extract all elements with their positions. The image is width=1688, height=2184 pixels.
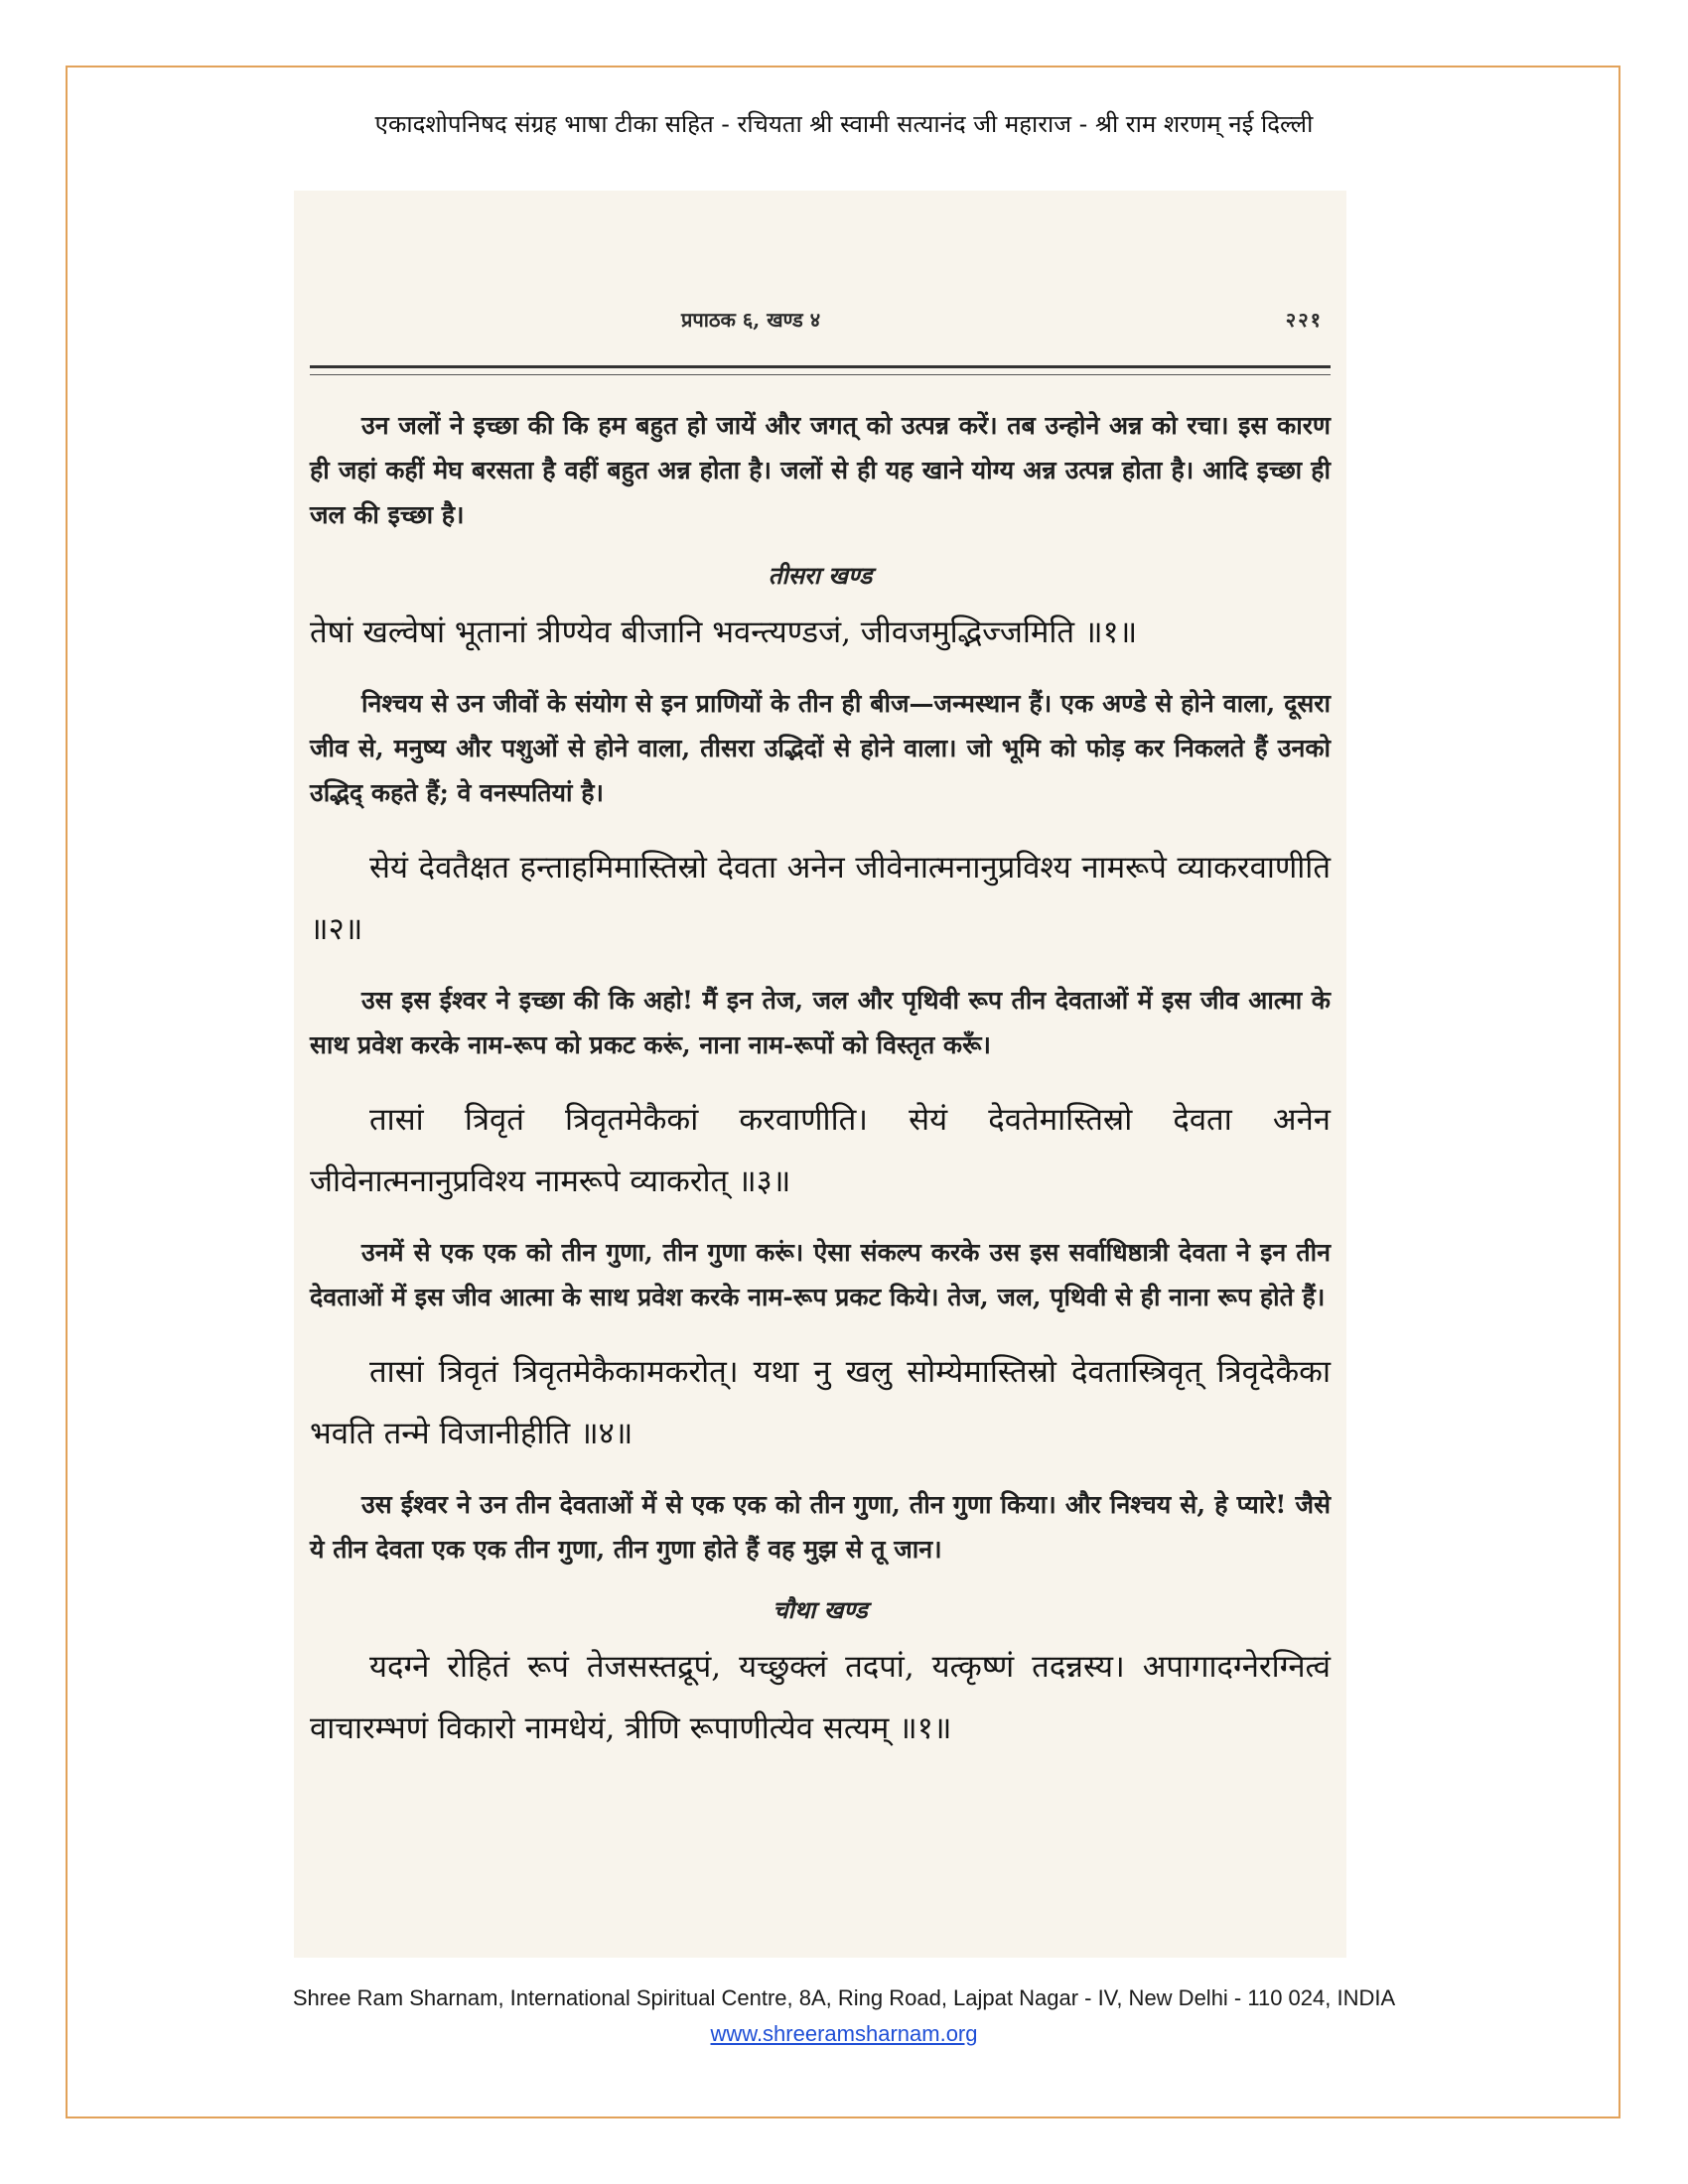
section-heading: चौथा खण्ड — [773, 1595, 868, 1624]
commentary-paragraph: उस इस ईश्वर ने इच्छा की कि अहो! मैं इन तेज, जल और पृथिवी रूप तीन देवताओं में इस जीव आत्मा के साथ प्रवेश करके नाम-रूप को प्रकट करूं, नाना नाम-रूपों को विस्तृत करूँ। — [310, 986, 1331, 1059]
sanskrit-verse: यदग्ने रोहितं रूपं तेजसस्तद्रूपं, यच्छुक्लं तदपां, यत्कृष्णं तदन्नस्य। अपागादग्नेरग्नित्वं वाचारम्भणं विकारो नामधेयं, त्रीणि रूपाणीत्येव सत्यम् ॥१॥ — [310, 1649, 1331, 1746]
page-body — [310, 403, 1331, 1777]
document-header: एकादशोपनिषद संग्रह भाषा टीका सहित - रचियता श्री स्वामी सत्यानंद जी महाराज - श्री राम शरणम् नई दिल्ली — [374, 110, 1314, 138]
commentary-paragraph: उनमें से एक एक को तीन गुणा, तीन गुणा करूं। ऐसा संकल्प करके उस इस सर्वाधिष्ठात्री देवता ने इन तीन देवताओं में इस जीव आत्मा के साथ प्रवेश करके नाम-रूप प्रकट किये। तेज, जल, पृथिवी से ही नाना रूप होते हैं। — [310, 1238, 1331, 1311]
commentary-paragraph: निश्चय से उन जीवों के संयोग से इन प्राणियों के तीन ही बीज—जन्मस्थान हैं। एक अण्डे से होने वाला, दूसरा जीव से, मनुष्य और पशुओं से होने वाला, तीसरा उद्भिदों से होने वाला। जो भूमि को फोड़ कर निकलते हैं उनको उद्भिद् कहते हैं; वे वनस्पतियां है। — [310, 689, 1331, 807]
header-rule-thin — [310, 374, 1331, 375]
commentary-paragraph: उस ईश्वर ने उन तीन देवताओं में से एक एक को तीन गुणा, तीन गुणा किया। और निश्चय से, हे प्यारे! जैसे ये तीन देवता एक एक तीन गुणा, तीन गुणा होते हैं वह मुझ से तू जान। — [310, 1490, 1331, 1564]
running-head — [294, 306, 1346, 336]
commentary-paragraph: उन जलों ने इच्छा की कि हम बहुत हो जायें और जगत् को उत्पन्न करें। तब उन्होने अन्न को रचा। इस कारण ही जहां कहीं मेघ बरसता है वहीं बहुत अन्न होता है। जलों से ही यह खाने योग्य अन्न उत्पन्न होता है। आदि इच्छा ही जल की इच्छा है। — [310, 411, 1331, 529]
sanskrit-verse: सेयं देवतैक्षत हन्ताहमिमास्तिस्रो देवता अनेन जीवेनात्मनानुप्रविश्य नामरूपे व्याकरवाणीति ॥२॥ — [310, 850, 1331, 947]
header-rule — [310, 365, 1331, 368]
sanskrit-verse: तासां त्रिवृतं त्रिवृतमेकैकां करवाणीति। सेयं देवतेमास्तिस्रो देवता अनेन जीवेनात्मनानुप्रविश्य नामरूपे व्याकरोत् ॥३॥ — [310, 1102, 1331, 1199]
running-title: प्रपाठक ६, खण्ड ४ — [681, 308, 821, 332]
website-link[interactable]: www.shreeramsharnam.org — [710, 2021, 978, 2046]
section-heading: तीसरा खण्ड — [768, 561, 873, 590]
sanskrit-verse: तेषां खल्वेषां भूतानां त्रीण्येव बीजानि भवन्त्यण्डजं, जीवजमुद्भिज्जमिति ॥१॥ — [310, 614, 1138, 650]
footer-address: Shree Ram Sharnam, International Spiritual Centre, 8A, Ring Road, Lajpat Nagar - IV, New Delhi - 110 024, INDIA — [292, 1985, 1396, 2010]
sanskrit-verse: तासां त्रिवृतं त्रिवृतमेकैकामकरोत्। यथा नु खलु सोम्येमास्तिस्रो देवतास्त्रिवृत् त्रिवृदेकैका भवति तन्मे विजानीहीति ॥४॥ — [310, 1354, 1331, 1451]
scanned-book-page — [294, 191, 1346, 1958]
page-number: २२१ — [1285, 308, 1323, 332]
